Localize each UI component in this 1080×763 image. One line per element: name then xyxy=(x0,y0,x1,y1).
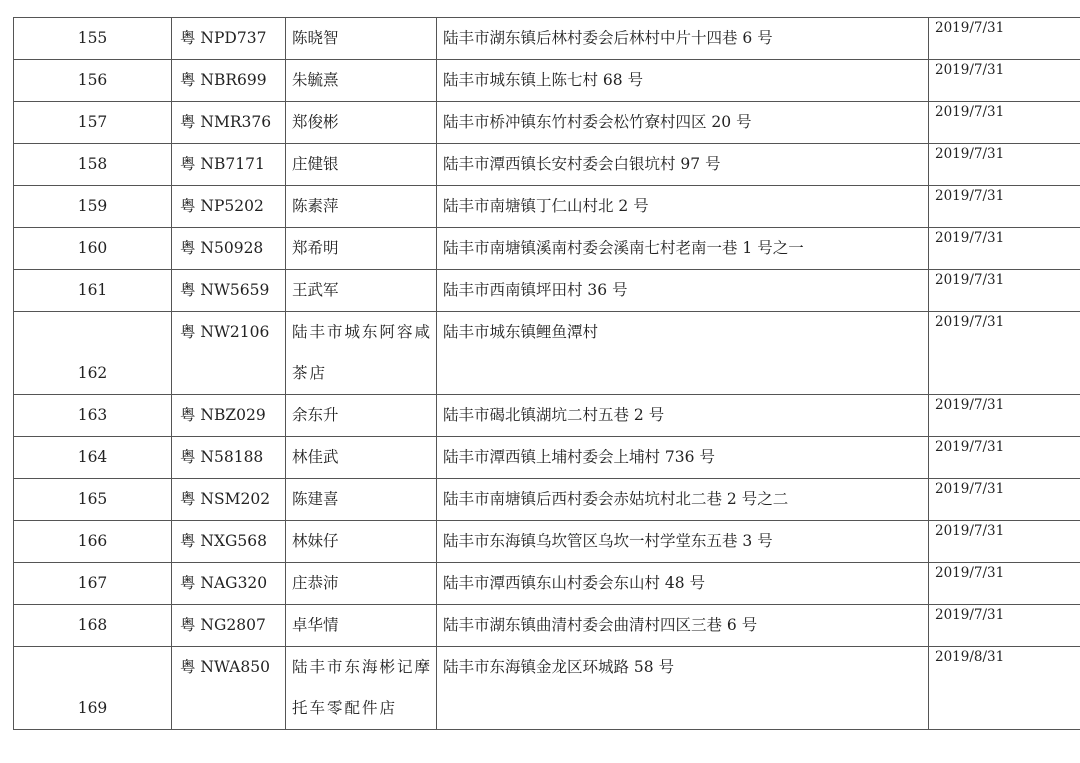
row-number: 158 xyxy=(77,155,108,173)
owner-name-cell xyxy=(286,144,437,186)
owner-address-cell xyxy=(437,186,929,228)
table-row xyxy=(14,270,1080,312)
table-row xyxy=(14,144,1080,186)
record-date-cell xyxy=(929,144,1080,186)
plate-number-cell xyxy=(172,521,286,563)
table-row xyxy=(14,60,1080,102)
owner-address-cell xyxy=(437,18,929,60)
owner-name: 余东升 xyxy=(292,406,339,424)
owner-name: 郑俊彬 xyxy=(292,113,339,131)
owner-address: 陆丰市西南镇坪田村 36 号 xyxy=(443,281,628,299)
record-date-cell xyxy=(929,102,1080,144)
record-date: 2019/7/31 xyxy=(935,104,1005,120)
owner-address-cell xyxy=(437,605,929,647)
owner-name: 王武军 xyxy=(292,281,339,299)
plate-number-cell xyxy=(172,479,286,521)
row-number-cell xyxy=(14,647,172,730)
table-row xyxy=(14,102,1080,144)
plate-number-cell xyxy=(172,437,286,479)
owner-address: 陆丰市城东镇上陈七村 68 号 xyxy=(443,71,644,89)
owner-address: 陆丰市潭西镇上埔村委会上埔村 736 号 xyxy=(443,448,715,466)
owner-address: 陆丰市湖东镇曲清村委会曲清村四区三巷 6 号 xyxy=(443,616,758,634)
owner-address: 陆丰市东海镇金龙区环城路 58 号 xyxy=(443,658,675,676)
record-date: 2019/7/31 xyxy=(935,397,1005,413)
record-date: 2019/7/31 xyxy=(935,62,1005,78)
owner-name: 庄恭沛 xyxy=(292,574,339,592)
owner-address: 陆丰市桥冲镇东竹村委会松竹寮村四区 20 号 xyxy=(443,113,752,131)
table-row xyxy=(14,647,1080,730)
row-number: 162 xyxy=(77,364,108,382)
owner-name: 卓华情 xyxy=(292,616,339,634)
owner-name-cell xyxy=(286,437,437,479)
row-number: 155 xyxy=(77,29,108,47)
row-number-cell xyxy=(14,521,172,563)
table-row xyxy=(14,228,1080,270)
table-row xyxy=(14,479,1080,521)
plate-number: 粤 N58188 xyxy=(180,448,264,466)
record-date: 2019/7/31 xyxy=(935,565,1005,581)
owner-address-cell xyxy=(437,102,929,144)
row-number-cell xyxy=(14,102,172,144)
row-number-cell xyxy=(14,228,172,270)
plate-number: 粤 NBR699 xyxy=(180,71,267,89)
owner-address: 陆丰市湖东镇后林村委会后林村中片十四巷 6 号 xyxy=(443,29,773,47)
record-date-cell xyxy=(929,312,1080,395)
row-number: 160 xyxy=(77,239,108,257)
table-row xyxy=(14,605,1080,647)
owner-address: 陆丰市南塘镇溪南村委会溪南七村老南一巷 1 号之一 xyxy=(443,239,804,257)
table-row xyxy=(14,18,1080,60)
owner-name: 林妹仔 xyxy=(292,532,339,550)
owner-address-cell xyxy=(437,479,929,521)
owner-address-cell xyxy=(437,395,929,437)
record-date-cell xyxy=(929,186,1080,228)
owner-address: 陆丰市碣北镇湖坑二村五巷 2 号 xyxy=(443,406,665,424)
record-date: 2019/7/31 xyxy=(935,20,1005,36)
plate-number: 粤 NPD737 xyxy=(180,29,267,47)
row-number: 164 xyxy=(77,448,108,466)
plate-number: 粤 NXG568 xyxy=(180,532,267,550)
plate-number: 粤 NP5202 xyxy=(180,197,264,215)
plate-number: 粤 NWA850 xyxy=(180,658,270,676)
plate-number-cell xyxy=(172,102,286,144)
owner-address-cell xyxy=(437,270,929,312)
plate-number: 粤 NW2106 xyxy=(180,323,270,341)
owner-name-cell xyxy=(286,312,437,395)
plate-number: 粤 NW5659 xyxy=(180,281,270,299)
table-row xyxy=(14,521,1080,563)
record-date-cell xyxy=(929,605,1080,647)
record-date: 2019/7/31 xyxy=(935,607,1005,623)
owner-address-cell xyxy=(437,647,929,730)
owner-name: 庄健银 xyxy=(292,155,339,173)
plate-number-cell xyxy=(172,312,286,395)
record-date: 2019/7/31 xyxy=(935,272,1005,288)
row-number-cell xyxy=(14,605,172,647)
plate-number-cell xyxy=(172,144,286,186)
records-table-body xyxy=(14,18,1080,730)
row-number: 165 xyxy=(77,490,108,508)
plate-number: 粤 NAG320 xyxy=(180,574,268,592)
owner-name: 朱毓熹 xyxy=(292,71,339,89)
plate-number-cell xyxy=(172,228,286,270)
table-row xyxy=(14,437,1080,479)
table-row xyxy=(14,563,1080,605)
records-table xyxy=(13,17,1080,730)
row-number-cell xyxy=(14,186,172,228)
owner-name-cell xyxy=(286,521,437,563)
table-row xyxy=(14,395,1080,437)
row-number-cell xyxy=(14,18,172,60)
record-date: 2019/7/31 xyxy=(935,146,1005,162)
plate-number-cell xyxy=(172,395,286,437)
record-date-cell xyxy=(929,563,1080,605)
row-number: 157 xyxy=(77,113,108,131)
owner-address: 陆丰市东海镇乌坎管区乌坎一村学堂东五巷 3 号 xyxy=(443,532,773,550)
record-date: 2019/7/31 xyxy=(935,481,1005,497)
owner-address-cell xyxy=(437,521,929,563)
owner-address: 陆丰市城东镇鲤鱼潭村 xyxy=(443,323,599,341)
record-date: 2019/7/31 xyxy=(935,188,1005,204)
record-date: 2019/7/31 xyxy=(935,439,1005,455)
row-number-cell xyxy=(14,312,172,395)
record-date: 2019/8/31 xyxy=(935,649,1005,665)
row-number: 161 xyxy=(77,281,108,299)
plate-number-cell xyxy=(172,60,286,102)
owner-address: 陆丰市南塘镇后西村委会赤姑坑村北二巷 2 号之二 xyxy=(443,490,789,508)
owner-name-cell xyxy=(286,270,437,312)
owner-name-cell xyxy=(286,647,437,730)
owner-name-cell xyxy=(286,605,437,647)
table-row xyxy=(14,186,1080,228)
owner-name-cell xyxy=(286,228,437,270)
row-number: 166 xyxy=(77,532,108,550)
plate-number: 粤 NSM202 xyxy=(180,490,271,508)
plate-number-cell xyxy=(172,563,286,605)
row-number: 163 xyxy=(77,406,108,424)
row-number-cell xyxy=(14,563,172,605)
record-date-cell xyxy=(929,479,1080,521)
owner-address: 陆丰市潭西镇长安村委会白银坑村 97 号 xyxy=(443,155,721,173)
record-date-cell xyxy=(929,60,1080,102)
record-date-cell xyxy=(929,18,1080,60)
owner-address-cell xyxy=(437,312,929,395)
owner-name-cell xyxy=(286,18,437,60)
row-number-cell xyxy=(14,60,172,102)
plate-number: 粤 NG2807 xyxy=(180,616,266,634)
owner-name-cell xyxy=(286,186,437,228)
row-number: 156 xyxy=(77,71,108,89)
table-row xyxy=(14,312,1080,395)
owner-name: 陆丰市城东阿容咸茶店 xyxy=(292,323,433,382)
owner-name: 陈建喜 xyxy=(292,490,339,508)
owner-address-cell xyxy=(437,144,929,186)
owner-name-cell xyxy=(286,102,437,144)
owner-address-cell xyxy=(437,60,929,102)
plate-number: 粤 NMR376 xyxy=(180,113,272,131)
plate-number-cell xyxy=(172,186,286,228)
plate-number-cell xyxy=(172,270,286,312)
owner-address: 陆丰市潭西镇东山村委会东山村 48 号 xyxy=(443,574,706,592)
record-date-cell xyxy=(929,270,1080,312)
plate-number: 粤 N50928 xyxy=(180,239,264,257)
owner-name-cell xyxy=(286,60,437,102)
owner-address-cell xyxy=(437,437,929,479)
owner-address-cell xyxy=(437,228,929,270)
owner-name: 陈晓智 xyxy=(292,29,339,47)
row-number-cell xyxy=(14,270,172,312)
record-date-cell xyxy=(929,228,1080,270)
owner-address: 陆丰市南塘镇丁仁山村北 2 号 xyxy=(443,197,649,215)
plate-number-cell xyxy=(172,605,286,647)
plate-number: 粤 NBZ029 xyxy=(180,406,266,424)
record-date-cell xyxy=(929,647,1080,730)
row-number: 159 xyxy=(77,197,108,215)
owner-name-cell xyxy=(286,563,437,605)
record-date-cell xyxy=(929,395,1080,437)
record-date-cell xyxy=(929,521,1080,563)
record-date-cell xyxy=(929,437,1080,479)
record-date: 2019/7/31 xyxy=(935,523,1005,539)
plate-number-cell xyxy=(172,18,286,60)
owner-name: 郑希明 xyxy=(292,239,339,257)
row-number-cell xyxy=(14,395,172,437)
owner-name: 陈素萍 xyxy=(292,197,339,215)
plate-number: 粤 NB7171 xyxy=(180,155,265,173)
row-number-cell xyxy=(14,437,172,479)
record-date: 2019/7/31 xyxy=(935,314,1005,330)
plate-number-cell xyxy=(172,647,286,730)
owner-name-cell xyxy=(286,479,437,521)
owner-name-cell xyxy=(286,395,437,437)
owner-address-cell xyxy=(437,563,929,605)
row-number: 169 xyxy=(77,699,108,717)
row-number-cell xyxy=(14,479,172,521)
row-number-cell xyxy=(14,144,172,186)
row-number: 167 xyxy=(77,574,108,592)
owner-name: 林佳武 xyxy=(292,448,339,466)
record-date: 2019/7/31 xyxy=(935,230,1005,246)
owner-name: 陆丰市东海彬记摩托车零配件店 xyxy=(292,658,433,717)
row-number: 168 xyxy=(77,616,108,634)
